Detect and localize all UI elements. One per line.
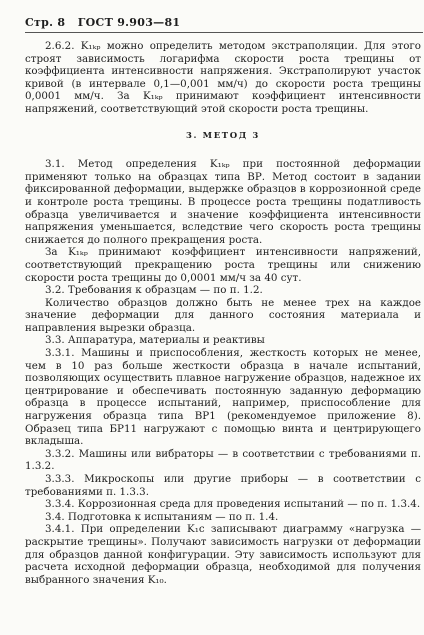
paragraph-3-2: 3.2. Требования к образцам — по п. 1.2. <box>45 284 263 297</box>
paragraph-3-3: 3.3. Аппаратура, материалы и реактивы <box>45 334 265 347</box>
section-title: 3. МЕТОД 3 <box>186 130 260 141</box>
paragraph-3-4-1: 3.4.1. При определении K₁c записывают диаграмму «нагрузка — раскрытие трещины». Получают зависимость нагрузки от деформации для образцов данной конфигурации. Эту зависимость используют для расчета исходной деформации образца, необходимой для получения выбранного значения K₁₀. <box>25 523 421 586</box>
paragraph-3-2-count: Количество образцов должно быть не менее трех на каждое значение деформации для данного состояния материала и направления вырезки образца. <box>25 296 421 334</box>
document-body <box>25 40 421 586</box>
paragraph-3-1-definition: За K₁ₖₚ принимают коэффициент интенсивности напряжений, соответствующий прекращению роста трещины или снижению скорости роста трещины до 0,0001 мм/ч за 40 сут. <box>25 246 421 284</box>
page-number: Стр. 8 <box>25 16 66 29</box>
paragraph-3-3-2: 3.3.2. Машины или вибраторы — в соответствии с требованиями п. 1.3.2. <box>25 447 421 473</box>
paragraph-2-6-2: 2.6.2. K₁ₖₚ можно определить методом экстраполяции. Для этого строят зависимость логарифма скорости роста трещины от коэффициента интенсивности напряжения. Экстраполируют участок кривой (в интервале 0,1—0,001 мм/ч) до скорости роста трещины 0,0001 мм/ч. За K₁ₖₚ принимают коэффициент интенсивности напряжений, соответствующий этой скорости роста трещины. <box>25 40 421 115</box>
paragraph-3-3-1: 3.3.1. Машины и приспособления, жесткость которых не менее, чем в 10 раз больше жесткости образца в начале испытаний, позволяющих осуществить плавное нагружение образцов, надежное их центрирование и обеспечивать постоянную заданную деформацию образца в процессе испытаний, например, приспособление для нагружения образца типа ВР1 (рекомендуемое приложение 8). Образец типа БР11 нагружают с помощью винта и центрирующего вкладыша. <box>25 347 421 448</box>
paragraph-3-3-4: 3.3.4. Коррозионная среда для проведения испытаний — по п. 1.3.4. <box>45 498 421 511</box>
paragraph-3-4: 3.4. Подготовка к испытаниям — по п. 1.4. <box>45 510 279 523</box>
paragraph-3-3-3: 3.3.3. Микроскопы или другие приборы — в соответствии с требованиями п. 1.3.3. <box>25 473 421 498</box>
standard-code: ГОСТ 9.903—81 <box>77 16 181 29</box>
page-header <box>25 16 180 29</box>
paragraph-3-1: 3.1. Метод определения K₁ₖₚ при постоянной деформации применяют только на образцах типа ВР. Метод состоит в задании фиксированной деформации, выдержке образцов в коррозионной среде и контроле роста трещины. В процессе роста трещины податливость образца увеличивается и значение коэффициента интенсивности напряжения уменьшается, вследствие чего скорость роста трещины снижается до полного прекращения роста. <box>25 158 421 246</box>
header-rule <box>25 32 423 33</box>
